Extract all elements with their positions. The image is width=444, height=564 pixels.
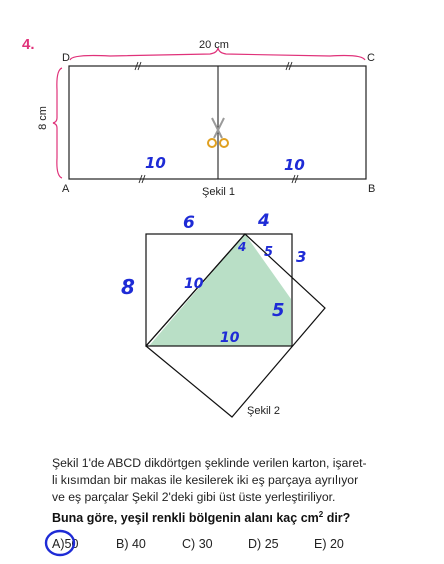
option-b-letter: B) — [116, 537, 129, 551]
option-c[interactable] — [182, 537, 213, 551]
question-number: 4. — [22, 36, 35, 53]
question-description — [52, 455, 412, 506]
corner-a: A — [62, 183, 70, 195]
handwritten-5-right: 5 — [272, 300, 285, 321]
handwritten-6: 6 — [183, 213, 195, 233]
prompt-sup: 2 — [318, 510, 324, 519]
option-a-value: 50 — [64, 537, 79, 551]
description-line-1: Şekil 1'de ABCD dikdörtgen şeklinde verilen karton, işaret- — [52, 456, 367, 470]
corner-c: C — [367, 52, 375, 64]
handwritten-4-top: 4 — [258, 211, 270, 231]
option-b-value: 40 — [131, 537, 146, 551]
description-line-3: ve eş parçalar Şekil 2'deki gibi üst üste yerleştiriliyor. — [52, 490, 336, 504]
option-a-letter: A) — [52, 537, 65, 551]
figure1-caption: Şekil 1 — [202, 186, 236, 198]
handwritten-10-left: 10 — [145, 154, 166, 172]
prompt-end: dir? — [323, 511, 351, 526]
corner-d: D — [62, 52, 70, 64]
option-a[interactable] — [52, 537, 78, 551]
option-e-value: 20 — [329, 537, 344, 551]
handwritten-10-hyp: 10 — [184, 276, 204, 292]
handwritten-4-inner: 4 — [238, 240, 247, 254]
handwritten-3: 3 — [296, 248, 307, 266]
left-brace — [53, 68, 62, 178]
handwritten-10-right: 10 — [284, 156, 305, 174]
figure2-caption: Şekil 2 — [247, 405, 281, 417]
option-c-value: 30 — [198, 537, 213, 551]
option-d-value: 25 — [264, 537, 279, 551]
option-e[interactable] — [314, 537, 344, 551]
handwritten-5-inner: 5 — [264, 245, 274, 260]
corner-b: B — [368, 183, 376, 195]
option-c-letter: C) — [182, 537, 196, 551]
prompt-main: Buna göre, yeşil renkli bölgenin alanı kaç cm — [52, 511, 319, 526]
side-length-label: 8 cm — [36, 106, 49, 130]
description-line-2: li kısımdan bir makas ile kesilerek iki eş parçaya ayrılıyor — [52, 473, 359, 487]
handwritten-10-bottom: 10 — [220, 330, 240, 346]
top-length-label: 20 cm — [199, 39, 229, 51]
option-e-letter: E) — [314, 537, 327, 551]
option-b[interactable] — [116, 537, 146, 551]
handwritten-8: 8 — [121, 275, 135, 299]
question-prompt — [52, 510, 350, 525]
option-d[interactable] — [248, 537, 279, 551]
option-d-letter: D) — [248, 537, 262, 551]
